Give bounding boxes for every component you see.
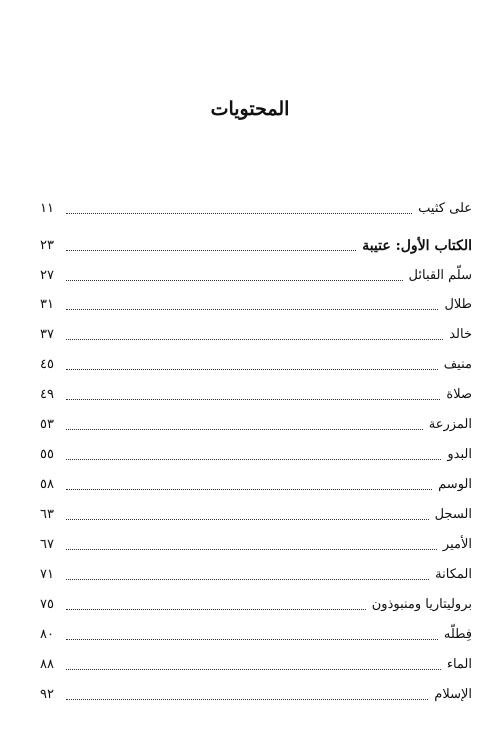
- leader-dots: [66, 609, 366, 610]
- leader-dots: [66, 489, 432, 490]
- toc-entry-label: خالد: [449, 327, 472, 342]
- toc-entry-book[interactable]: [40, 235, 472, 257]
- toc-entry-page: ٦٣: [40, 507, 54, 522]
- toc-entry-label: صلاة: [446, 387, 472, 402]
- leader-dots: [66, 369, 438, 370]
- toc-entry[interactable]: [40, 564, 472, 586]
- leader-dots: [66, 639, 438, 640]
- toc-entry-label: البدو: [447, 447, 472, 462]
- toc-entry-label: السجل: [434, 507, 472, 522]
- toc-entry-page: ٥٣: [40, 417, 54, 432]
- toc-entry-label: طلال: [444, 297, 472, 312]
- toc-entry-label: الماء: [446, 657, 472, 672]
- toc-entry[interactable]: [40, 594, 472, 616]
- toc-entry-label: الإسلام: [434, 687, 472, 702]
- toc-entry[interactable]: [40, 354, 472, 376]
- toc-entry[interactable]: [40, 324, 472, 346]
- toc-entry-label: الأمير: [442, 537, 472, 552]
- toc-entry-label: منيف: [443, 357, 472, 372]
- toc-entry-page: ٧٥: [40, 597, 54, 612]
- toc-entry[interactable]: [40, 198, 472, 220]
- leader-dots: [66, 309, 438, 310]
- toc-entry-page: ٩٢: [40, 687, 54, 702]
- leader-dots: [66, 339, 443, 340]
- toc-entry-label: فِطلّه: [443, 627, 472, 642]
- toc-entry-page: ٨٨: [40, 657, 54, 672]
- toc-entry-page: ٢٧: [40, 268, 54, 283]
- toc-entry-label: المكانة: [435, 567, 472, 582]
- leader-dots: [66, 213, 412, 214]
- toc-entry[interactable]: [40, 414, 472, 436]
- toc-entry[interactable]: [40, 444, 472, 466]
- toc-entry[interactable]: [40, 504, 472, 526]
- toc-entry-page: ٤٩: [40, 387, 54, 402]
- toc-entry-label: سلّم القبائل: [408, 268, 472, 283]
- toc-entry[interactable]: [40, 384, 472, 406]
- toc-entry-page: ٨٠: [40, 627, 54, 642]
- toc-entry[interactable]: [40, 534, 472, 556]
- toc-entry-page: ٣٧: [40, 327, 54, 342]
- toc-entry-page: ٥٨: [40, 477, 54, 492]
- toc-entry[interactable]: [40, 474, 472, 496]
- leader-dots: [66, 669, 441, 670]
- toc-entry[interactable]: [40, 684, 472, 706]
- leader-dots: [66, 399, 440, 400]
- leader-dots: [66, 579, 429, 580]
- toc-entry-page: ٤٥: [40, 357, 54, 372]
- leader-dots: [66, 429, 423, 430]
- leader-dots: [66, 280, 403, 281]
- toc-entry-label: على كثيب: [418, 201, 472, 216]
- page-title: المحتويات: [210, 98, 290, 120]
- toc-entry[interactable]: [40, 654, 472, 676]
- leader-dots: [66, 459, 441, 460]
- toc-entry-label: الوسم: [438, 477, 472, 492]
- leader-dots: [66, 699, 428, 700]
- toc-entry[interactable]: [40, 624, 472, 646]
- toc-entry-page: ١١: [40, 201, 54, 216]
- toc-entry[interactable]: [40, 265, 472, 287]
- toc-entry-label: الكتاب الأول: عتيبة: [362, 238, 472, 254]
- toc-entry-label: المزرعة: [428, 417, 472, 432]
- leader-dots: [66, 549, 437, 550]
- leader-dots: [66, 250, 356, 251]
- toc-entry-page: ٣١: [40, 297, 54, 312]
- toc-entry-page: ٢٣: [40, 238, 54, 253]
- toc-entry-page: ٦٧: [40, 537, 54, 552]
- toc-entry-label: بروليتاريا ومنبوذون: [371, 597, 472, 612]
- toc-entry[interactable]: [40, 294, 472, 316]
- toc-entry-page: ٥٥: [40, 447, 54, 462]
- leader-dots: [66, 519, 429, 520]
- toc-entry-page: ٧١: [40, 567, 54, 582]
